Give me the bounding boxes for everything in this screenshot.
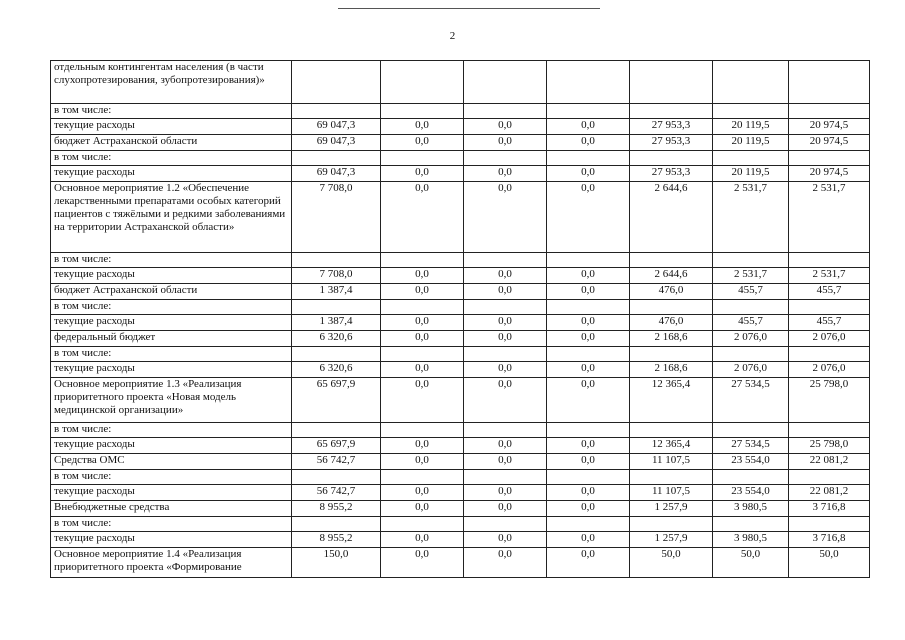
value-cell xyxy=(381,517,464,532)
value-cell xyxy=(464,423,547,438)
value-cell xyxy=(464,104,547,119)
value-cell: 0,0 xyxy=(464,454,547,470)
value-cell: 69 047,3 xyxy=(292,119,381,135)
row-label: Средства ОМС xyxy=(51,454,292,470)
value-cell xyxy=(789,470,870,485)
value-cell xyxy=(464,61,547,104)
value-cell: 22 081,2 xyxy=(789,454,870,470)
row-label: федеральный бюджет xyxy=(51,331,292,347)
value-cell: 0,0 xyxy=(381,331,464,347)
value-cell xyxy=(630,470,713,485)
budget-table xyxy=(50,60,870,578)
value-cell: 0,0 xyxy=(547,331,630,347)
value-cell: 23 554,0 xyxy=(713,454,789,470)
table-row xyxy=(51,151,870,166)
value-cell xyxy=(292,253,381,268)
value-cell: 0,0 xyxy=(547,284,630,300)
value-cell xyxy=(381,253,464,268)
value-cell: 0,0 xyxy=(381,268,464,284)
value-cell: 69 047,3 xyxy=(292,166,381,182)
value-cell: 0,0 xyxy=(381,485,464,501)
value-cell xyxy=(630,104,713,119)
value-cell xyxy=(381,347,464,362)
table-row xyxy=(51,268,870,284)
value-cell xyxy=(464,253,547,268)
value-cell xyxy=(713,253,789,268)
value-cell: 23 554,0 xyxy=(713,485,789,501)
row-label: бюджет Астраханской области xyxy=(51,284,292,300)
value-cell: 50,0 xyxy=(630,548,713,578)
value-cell: 6 320,6 xyxy=(292,331,381,347)
value-cell: 12 365,4 xyxy=(630,438,713,454)
row-label: текущие расходы xyxy=(51,268,292,284)
value-cell: 50,0 xyxy=(789,548,870,578)
value-cell: 0,0 xyxy=(547,268,630,284)
value-cell xyxy=(713,61,789,104)
table-row xyxy=(51,166,870,182)
value-cell: 0,0 xyxy=(381,166,464,182)
value-cell xyxy=(464,151,547,166)
value-cell xyxy=(789,61,870,104)
value-cell xyxy=(464,300,547,315)
value-cell: 27 953,3 xyxy=(630,135,713,151)
value-cell xyxy=(381,104,464,119)
row-label: Основное мероприятие 1.4 «Реализация приоритетного проекта «Формирование xyxy=(51,548,292,578)
value-cell xyxy=(547,151,630,166)
value-cell: 0,0 xyxy=(464,501,547,517)
value-cell: 476,0 xyxy=(630,315,713,331)
value-cell xyxy=(292,61,381,104)
value-cell xyxy=(292,470,381,485)
value-cell: 27 953,3 xyxy=(630,119,713,135)
row-label: в том числе: xyxy=(51,300,292,315)
value-cell: 0,0 xyxy=(547,362,630,378)
value-cell: 11 107,5 xyxy=(630,485,713,501)
row-label: бюджет Астраханской области xyxy=(51,135,292,151)
value-cell: 0,0 xyxy=(464,135,547,151)
value-cell: 0,0 xyxy=(464,362,547,378)
value-cell: 1 257,9 xyxy=(630,532,713,548)
page-number: 2 xyxy=(449,30,456,42)
value-cell: 0,0 xyxy=(381,284,464,300)
table-row xyxy=(51,119,870,135)
value-cell xyxy=(713,347,789,362)
table-row xyxy=(51,61,870,104)
value-cell xyxy=(381,61,464,104)
row-label: текущие расходы xyxy=(51,362,292,378)
top-rule xyxy=(338,8,600,9)
table-row xyxy=(51,548,870,578)
value-cell: 0,0 xyxy=(547,315,630,331)
value-cell: 25 798,0 xyxy=(789,378,870,423)
value-cell: 0,0 xyxy=(547,166,630,182)
value-cell: 69 047,3 xyxy=(292,135,381,151)
value-cell: 0,0 xyxy=(464,119,547,135)
row-label: текущие расходы xyxy=(51,315,292,331)
value-cell xyxy=(292,423,381,438)
value-cell: 11 107,5 xyxy=(630,454,713,470)
value-cell: 27 953,3 xyxy=(630,166,713,182)
value-cell: 0,0 xyxy=(381,454,464,470)
value-cell: 20 974,5 xyxy=(789,119,870,135)
value-cell xyxy=(292,517,381,532)
value-cell: 0,0 xyxy=(547,119,630,135)
value-cell xyxy=(464,517,547,532)
value-cell xyxy=(547,347,630,362)
value-cell xyxy=(381,470,464,485)
value-cell: 0,0 xyxy=(547,135,630,151)
value-cell xyxy=(713,517,789,532)
value-cell xyxy=(381,423,464,438)
value-cell: 0,0 xyxy=(381,182,464,253)
table-row xyxy=(51,331,870,347)
value-cell: 25 798,0 xyxy=(789,438,870,454)
table-row xyxy=(51,485,870,501)
value-cell xyxy=(547,61,630,104)
value-cell: 0,0 xyxy=(547,454,630,470)
value-cell: 455,7 xyxy=(789,315,870,331)
table-row xyxy=(51,253,870,268)
value-cell xyxy=(381,151,464,166)
value-cell: 0,0 xyxy=(547,532,630,548)
value-cell: 27 534,5 xyxy=(713,438,789,454)
value-cell: 2 076,0 xyxy=(713,331,789,347)
value-cell: 2 168,6 xyxy=(630,362,713,378)
value-cell: 0,0 xyxy=(464,315,547,331)
value-cell: 0,0 xyxy=(464,438,547,454)
value-cell: 0,0 xyxy=(547,548,630,578)
table-row xyxy=(51,182,870,253)
table-row xyxy=(51,438,870,454)
value-cell: 0,0 xyxy=(464,284,547,300)
value-cell: 0,0 xyxy=(547,378,630,423)
value-cell: 455,7 xyxy=(713,315,789,331)
value-cell: 3 716,8 xyxy=(789,501,870,517)
table-row xyxy=(51,284,870,300)
value-cell: 7 708,0 xyxy=(292,268,381,284)
value-cell xyxy=(547,253,630,268)
value-cell: 0,0 xyxy=(381,135,464,151)
value-cell: 0,0 xyxy=(547,438,630,454)
value-cell xyxy=(713,423,789,438)
value-cell xyxy=(464,470,547,485)
row-label: текущие расходы xyxy=(51,485,292,501)
value-cell: 150,0 xyxy=(292,548,381,578)
value-cell: 12 365,4 xyxy=(630,378,713,423)
value-cell: 2 076,0 xyxy=(789,362,870,378)
row-label: Основное мероприятие 1.3 «Реализация приоритетного проекта «Новая модель медицинской организации» xyxy=(51,378,292,423)
row-label: текущие расходы xyxy=(51,532,292,548)
table-row xyxy=(51,362,870,378)
row-label: в том числе: xyxy=(51,470,292,485)
value-cell xyxy=(547,470,630,485)
value-cell: 20 119,5 xyxy=(713,135,789,151)
value-cell: 65 697,9 xyxy=(292,438,381,454)
value-cell: 0,0 xyxy=(464,268,547,284)
value-cell xyxy=(713,470,789,485)
value-cell: 2 076,0 xyxy=(713,362,789,378)
value-cell xyxy=(292,104,381,119)
value-cell: 2 644,6 xyxy=(630,268,713,284)
value-cell: 0,0 xyxy=(547,501,630,517)
value-cell: 1 387,4 xyxy=(292,315,381,331)
value-cell: 22 081,2 xyxy=(789,485,870,501)
value-cell xyxy=(713,151,789,166)
row-label: в том числе: xyxy=(51,423,292,438)
table-row xyxy=(51,315,870,331)
value-cell: 2 168,6 xyxy=(630,331,713,347)
value-cell xyxy=(789,347,870,362)
value-cell xyxy=(789,300,870,315)
value-cell xyxy=(789,423,870,438)
value-cell: 2 531,7 xyxy=(713,182,789,253)
value-cell: 2 644,6 xyxy=(630,182,713,253)
value-cell: 65 697,9 xyxy=(292,378,381,423)
value-cell: 0,0 xyxy=(547,182,630,253)
table-row xyxy=(51,378,870,423)
value-cell: 0,0 xyxy=(464,166,547,182)
value-cell: 8 955,2 xyxy=(292,501,381,517)
value-cell: 0,0 xyxy=(464,182,547,253)
value-cell xyxy=(789,253,870,268)
value-cell: 2 531,7 xyxy=(713,268,789,284)
row-label: в том числе: xyxy=(51,517,292,532)
row-label: в том числе: xyxy=(51,151,292,166)
table-row xyxy=(51,470,870,485)
value-cell: 0,0 xyxy=(464,331,547,347)
value-cell: 455,7 xyxy=(713,284,789,300)
value-cell: 3 980,5 xyxy=(713,501,789,517)
value-cell xyxy=(381,300,464,315)
value-cell: 0,0 xyxy=(464,548,547,578)
row-label: в том числе: xyxy=(51,347,292,362)
value-cell: 0,0 xyxy=(381,119,464,135)
value-cell: 0,0 xyxy=(381,378,464,423)
value-cell: 1 387,4 xyxy=(292,284,381,300)
value-cell xyxy=(547,300,630,315)
table-row xyxy=(51,454,870,470)
value-cell xyxy=(464,347,547,362)
value-cell: 6 320,6 xyxy=(292,362,381,378)
value-cell: 3 716,8 xyxy=(789,532,870,548)
table-row xyxy=(51,501,870,517)
value-cell: 1 257,9 xyxy=(630,501,713,517)
value-cell xyxy=(547,423,630,438)
value-cell: 2 531,7 xyxy=(789,268,870,284)
value-cell: 0,0 xyxy=(381,548,464,578)
value-cell: 56 742,7 xyxy=(292,454,381,470)
row-label: текущие расходы xyxy=(51,166,292,182)
value-cell: 2 076,0 xyxy=(789,331,870,347)
value-cell: 0,0 xyxy=(381,315,464,331)
table-row xyxy=(51,347,870,362)
value-cell xyxy=(630,517,713,532)
value-cell xyxy=(630,61,713,104)
value-cell xyxy=(789,104,870,119)
value-cell xyxy=(292,347,381,362)
value-cell xyxy=(547,517,630,532)
value-cell: 20 119,5 xyxy=(713,119,789,135)
value-cell xyxy=(547,104,630,119)
value-cell: 20 974,5 xyxy=(789,166,870,182)
value-cell xyxy=(630,347,713,362)
value-cell xyxy=(292,300,381,315)
row-label: текущие расходы xyxy=(51,438,292,454)
value-cell: 7 708,0 xyxy=(292,182,381,253)
value-cell xyxy=(292,151,381,166)
table-row xyxy=(51,423,870,438)
value-cell: 0,0 xyxy=(547,485,630,501)
row-label: Основное мероприятие 1.2 «Обеспечение лекарственными препаратами особых категорий пациентов с тяжёлыми и редкими заболеваниями на территории Астраханской области» xyxy=(51,182,292,253)
value-cell xyxy=(789,517,870,532)
value-cell: 3 980,5 xyxy=(713,532,789,548)
value-cell: 0,0 xyxy=(381,501,464,517)
value-cell: 0,0 xyxy=(464,378,547,423)
value-cell: 455,7 xyxy=(789,284,870,300)
value-cell: 0,0 xyxy=(381,532,464,548)
table-row xyxy=(51,532,870,548)
value-cell xyxy=(630,300,713,315)
value-cell xyxy=(630,151,713,166)
value-cell: 20 974,5 xyxy=(789,135,870,151)
row-label: в том числе: xyxy=(51,253,292,268)
value-cell: 476,0 xyxy=(630,284,713,300)
value-cell: 0,0 xyxy=(381,438,464,454)
value-cell: 8 955,2 xyxy=(292,532,381,548)
row-label: Внебюджетные средства xyxy=(51,501,292,517)
value-cell: 0,0 xyxy=(464,532,547,548)
value-cell: 50,0 xyxy=(713,548,789,578)
table-row xyxy=(51,135,870,151)
value-cell: 27 534,5 xyxy=(713,378,789,423)
row-label: отдельным контингентам населения (в части слухопротезирования, зубопротезирования)» xyxy=(51,61,292,104)
value-cell: 0,0 xyxy=(381,362,464,378)
table-row xyxy=(51,517,870,532)
value-cell xyxy=(713,300,789,315)
table-row xyxy=(51,300,870,315)
row-label: текущие расходы xyxy=(51,119,292,135)
table-body xyxy=(51,61,870,578)
value-cell xyxy=(630,253,713,268)
value-cell: 20 119,5 xyxy=(713,166,789,182)
value-cell xyxy=(789,151,870,166)
value-cell: 0,0 xyxy=(464,485,547,501)
value-cell xyxy=(630,423,713,438)
row-label: в том числе: xyxy=(51,104,292,119)
value-cell: 56 742,7 xyxy=(292,485,381,501)
value-cell: 2 531,7 xyxy=(789,182,870,253)
value-cell xyxy=(713,104,789,119)
table-row xyxy=(51,104,870,119)
